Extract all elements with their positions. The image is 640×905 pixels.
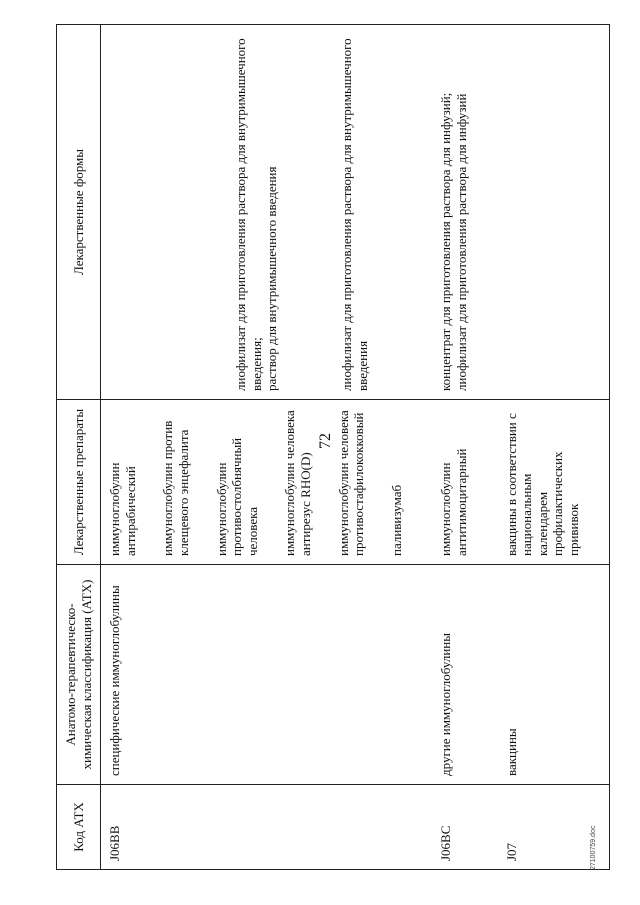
cell-code: J06BB bbox=[101, 785, 433, 870]
drug-item: иммуноглобулин человека антирезус RHO(D) bbox=[282, 410, 313, 556]
cell-forms bbox=[498, 25, 610, 400]
cell-drugs bbox=[432, 400, 497, 565]
cell-forms bbox=[101, 25, 433, 400]
cell-code: J07 bbox=[498, 785, 610, 870]
drug-item: паливизумаб bbox=[388, 484, 404, 556]
table-row bbox=[101, 25, 433, 870]
header-drugs: Лекарственные препараты bbox=[57, 400, 101, 565]
drug-item: иммуноглобулин антитимоцитарный bbox=[438, 448, 469, 556]
drug-item: иммуноглобулин человека противостафилококковый bbox=[335, 410, 367, 556]
cell-drugs bbox=[498, 400, 610, 565]
drug-item: иммуноглобулин противостолбнячный человека bbox=[213, 437, 260, 556]
table-row bbox=[498, 25, 610, 870]
drug-item: иммуноглобулин против клещевого энцефалита bbox=[160, 420, 191, 556]
form-item: лиофилизат для приготовления раствора для внутримышечного введения bbox=[338, 38, 370, 391]
form-item bbox=[196, 33, 211, 391]
drug-item: вакцины в соответствии с национальным календарем профилактических прививок bbox=[503, 413, 581, 556]
cell-atc: другие иммуноглобулины bbox=[432, 565, 497, 785]
cell-drugs bbox=[101, 400, 433, 565]
document-code: 27100759.doc bbox=[590, 825, 597, 870]
header-forms: Лекарственные формы bbox=[57, 25, 101, 400]
form-item: концентрат для приготовления раствора для инфузий; лиофилизат для приготовления раствора для инфузий bbox=[438, 92, 469, 391]
cell-code: J06BC bbox=[432, 785, 497, 870]
header-code: Код АТХ bbox=[57, 785, 101, 870]
rotated-table-container bbox=[56, 25, 596, 870]
cell-forms bbox=[432, 25, 497, 400]
cell-atc: вакцины bbox=[498, 565, 610, 785]
form-item bbox=[144, 33, 174, 391]
form-item bbox=[302, 33, 317, 391]
table-row bbox=[432, 25, 497, 870]
table-header-row bbox=[57, 25, 101, 870]
form-item: лиофилизат для приготовления раствора для внутримышечного введения; раствор для внутримышечного введения bbox=[233, 38, 280, 391]
drug-table bbox=[56, 24, 610, 870]
form-item bbox=[107, 33, 122, 391]
cell-atc: специфические иммуноглобулины bbox=[101, 565, 433, 785]
page-number: 72 bbox=[317, 433, 334, 449]
header-atc: Анатомо-терапевтическо-химическая классификация (АТХ) bbox=[57, 565, 101, 785]
drug-item: иммуноглобулин антирабический bbox=[107, 462, 138, 556]
